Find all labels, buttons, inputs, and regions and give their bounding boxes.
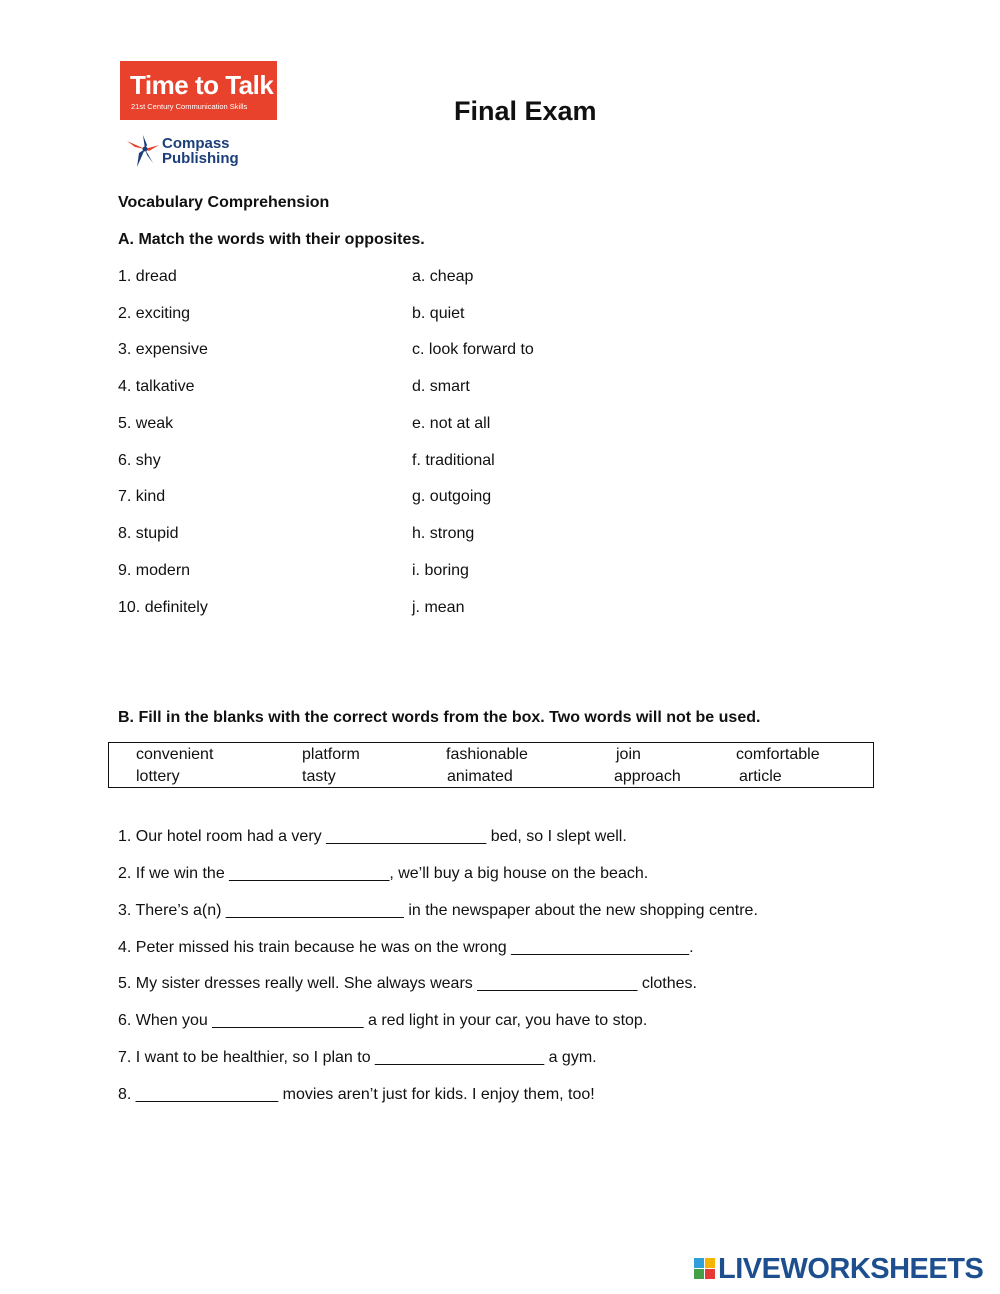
- liveworksheets-brand[interactable]: LIVEWORKSHEETS: [718, 1253, 984, 1285]
- match-left-item: 2. exciting: [118, 305, 191, 322]
- fill-blank-sentence: 6. When you _________________ a red light in your car, you have to stop.: [118, 1012, 648, 1029]
- compass-line1: Compass: [162, 135, 230, 152]
- match-left-item: 8. stupid: [118, 525, 179, 542]
- compass-line2: Publishing: [162, 150, 239, 167]
- compass-star-icon: [123, 133, 161, 169]
- match-left-item: 4. talkative: [118, 378, 195, 395]
- logo-subtitle: 21st Century Communication Skills: [131, 102, 248, 111]
- match-right-item: j. mean: [412, 599, 465, 616]
- word-box-item: approach: [614, 768, 681, 785]
- fill-blank-sentence: 4. Peter missed his train because he was on the wrong ____________________.: [118, 939, 694, 956]
- word-box-item: comfortable: [736, 746, 820, 763]
- match-left-item: 7. kind: [118, 488, 166, 505]
- match-right-item: g. outgoing: [412, 488, 492, 505]
- fill-blank-sentence: 1. Our hotel room had a very __________________ bed, so I slept well.: [118, 828, 627, 845]
- compass-logo-text: [162, 136, 239, 166]
- word-box-item: lottery: [136, 768, 180, 785]
- word-box: [108, 742, 874, 788]
- fill-blank-sentence: 5. My sister dresses really well. She always wears __________________ clothes.: [118, 975, 697, 992]
- logo-title: Time to Talk: [130, 70, 274, 100]
- match-left-item: 6. shy: [118, 452, 161, 469]
- word-box-item: fashionable: [446, 746, 528, 763]
- match-right-item: c. look forward to: [412, 341, 534, 358]
- match-left-item: 5. weak: [118, 415, 174, 432]
- fill-blank-sentence: 7. I want to be healthier, so I plan to ___________________ a gym.: [118, 1049, 597, 1066]
- fill-blank-sentence: 2. If we win the __________________, we’ll buy a big house on the beach.: [118, 865, 649, 882]
- match-left-item: 3. expensive: [118, 341, 208, 358]
- match-right-item: e. not at all: [412, 415, 491, 432]
- time-to-talk-logo: [120, 61, 277, 120]
- word-box-item: join: [616, 746, 641, 763]
- word-box-item: animated: [447, 768, 513, 785]
- word-box-item: article: [739, 768, 782, 785]
- match-right-item: b. quiet: [412, 305, 465, 322]
- page-title: Final Exam: [454, 96, 597, 126]
- part-a-instruction: A. Match the words with their opposites.: [118, 231, 425, 248]
- fill-blank-sentence: 8. ________________ movies aren’t just for kids. I enjoy them, too!: [118, 1086, 595, 1103]
- match-left-item: 10. definitely: [118, 599, 208, 616]
- liveworksheets-icon: [694, 1258, 716, 1280]
- match-left-item: 1. dread: [118, 268, 177, 285]
- match-right-item: f. traditional: [412, 452, 495, 469]
- match-right-item: d. smart: [412, 378, 470, 395]
- word-box-item: tasty: [302, 768, 336, 785]
- section-heading: Vocabulary Comprehension: [118, 194, 330, 211]
- fill-blank-sentence: 3. There’s a(n) ____________________ in the newspaper about the new shopping centre.: [118, 902, 758, 919]
- part-b-instruction: B. Fill in the blanks with the correct words from the box. Two words will not be used.: [118, 709, 761, 726]
- match-left-item: 9. modern: [118, 562, 191, 579]
- match-right-item: a. cheap: [412, 268, 474, 285]
- match-right-item: h. strong: [412, 525, 475, 542]
- word-box-item: platform: [302, 746, 360, 763]
- match-right-item: i. boring: [412, 562, 469, 579]
- word-box-item: convenient: [136, 746, 214, 763]
